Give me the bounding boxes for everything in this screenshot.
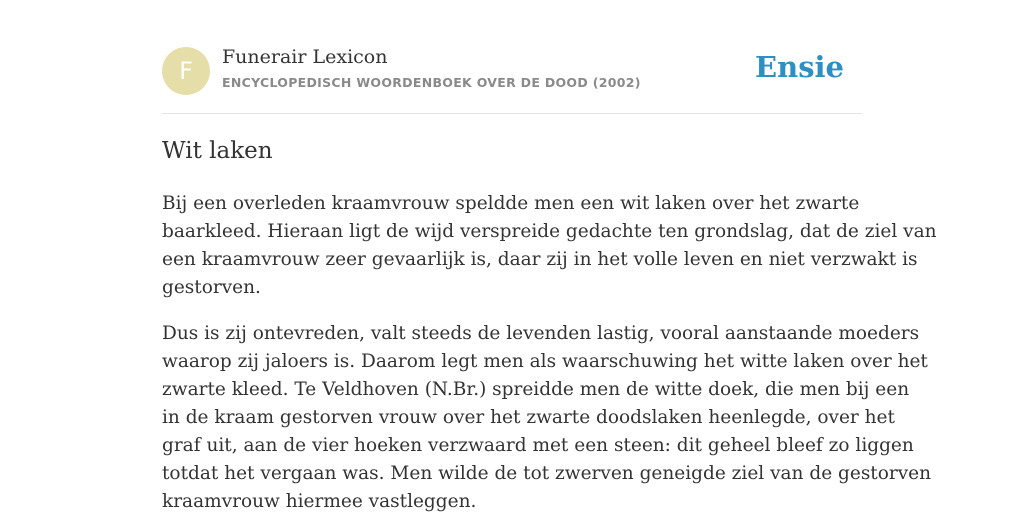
text-line: baarkleed. Hieraan ligt de wijd verspreide gedachte ten grondslag, dat de ziel van <box>162 221 937 242</box>
source-subtitle: ENCYCLOPEDISCH WOORDENBOEK OVER DE DOOD (2002) <box>222 75 641 90</box>
text-line: kraamvrouw hiermee vastleggen. <box>162 491 477 512</box>
paragraph <box>162 190 937 302</box>
entry-title: Wit laken <box>162 138 273 164</box>
paragraph <box>162 320 932 512</box>
header-divider <box>162 113 862 114</box>
text-line: graf uit, aan de vier hoeken verzwaard met een steen: dit geheel bleef zo liggen <box>162 435 914 456</box>
text-line: in de kraam gestorven vrouw over het zwarte doodslaken heenlegde, over het <box>162 407 895 428</box>
source-header <box>162 46 862 96</box>
text-line: waarop zij jaloers is. Daarom legt men als waarschuwing het witte laken over het <box>162 351 928 372</box>
source-avatar[interactable]: F <box>162 47 210 95</box>
text-line: Dus is zij ontevreden, valt steeds de levenden lastig, vooral aanstaande moeders <box>162 323 920 344</box>
text-line: Bij een overleden kraamvrouw speldde men een wit laken over het zwarte <box>162 193 860 214</box>
entry-body <box>162 190 937 512</box>
text-line: een kraamvrouw zeer gevaarlijk is, daar zij in het volle leven en niet verzwakt is <box>162 249 918 270</box>
source-title[interactable]: Funerair Lexicon <box>222 46 388 68</box>
text-line: gestorven. <box>162 277 261 298</box>
text-line: totdat het vergaan was. Men wilde de tot zwerven geneigde ziel van de gestorven <box>162 463 932 484</box>
text-line: zwarte kleed. Te Veldhoven (N.Br.) spreidde men de witte doek, die men bij een <box>162 379 910 400</box>
ensie-logo[interactable]: Ensie <box>755 50 844 84</box>
